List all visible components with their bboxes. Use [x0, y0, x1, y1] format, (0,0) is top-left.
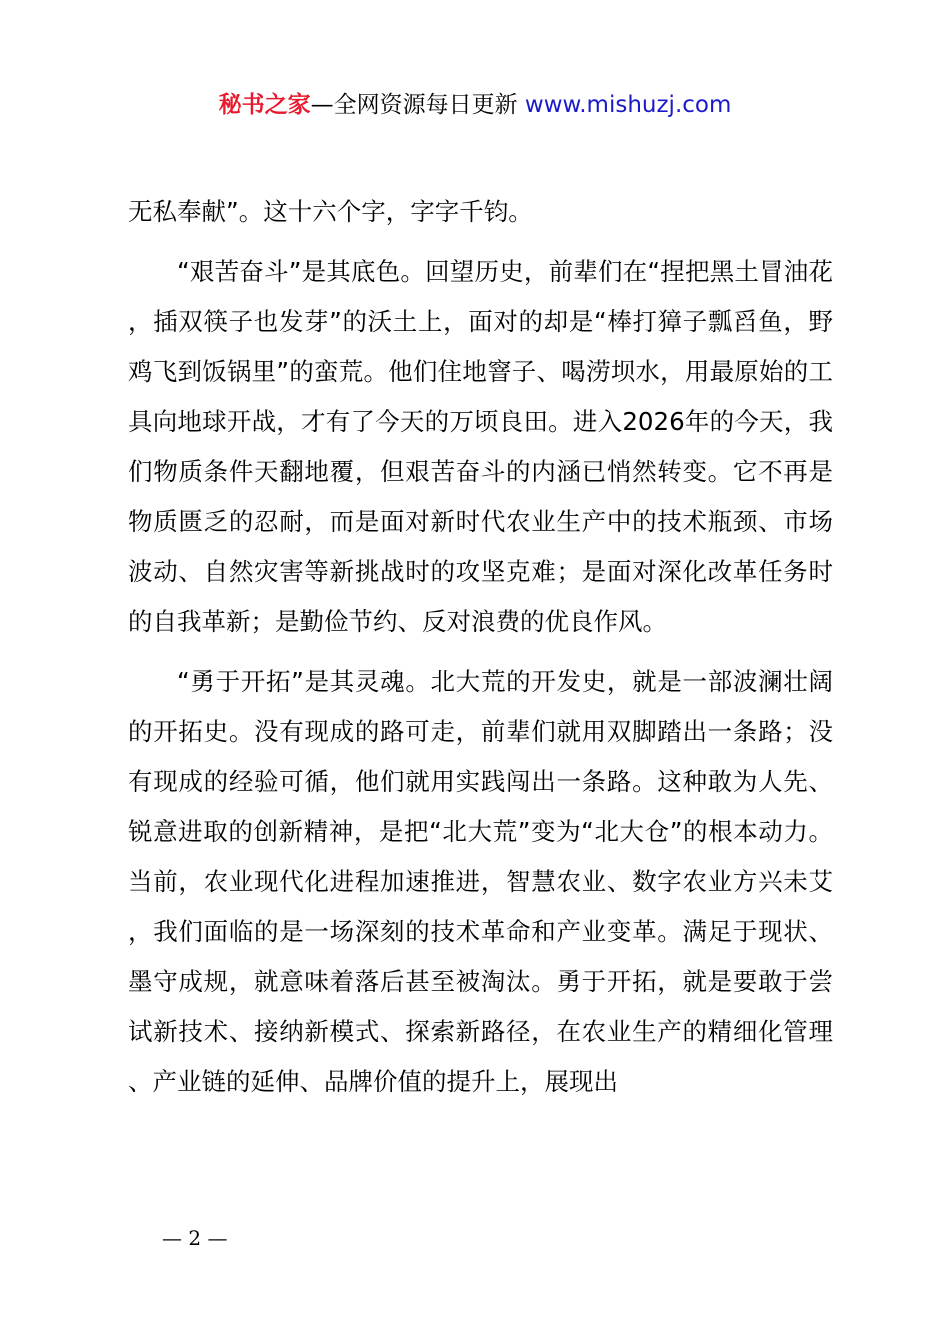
document-body: [128, 187, 833, 1107]
paragraph-hard-struggle: “艰苦奋斗”是其底色。回望历史，前辈们在“捏把黑土冒油花，插双筷子也发芽”的沃土上，面对的却是“棒打獐子瓢舀鱼，野鸡飞到饭锅里”的蛮荒。他们住地窨子、喝涝坝水，用最原始的工具向地球开战，才有了今天的万顷良田。进入2026年的今天，我们物质条件天翻地覆，但艰苦奋斗的内涵已悄然转变。它不再是物质匮乏的忍耐，而是面对新时代农业生产中的技术瓶颈、市场波动、自然灾害等新挑战时的攻坚克难；是面对深化改革任务时的自我革新；是勤俭节约、反对浪费的优良作风。: [128, 257, 833, 636]
brand-name: 秘书之家: [218, 92, 311, 118]
header-tagline: —全网资源每日更新: [310, 92, 518, 118]
paragraph-pioneering: “勇于开拓”是其灵魂。北大荒的开发史，就是一部波澜壮阔的开拓史。没有现成的路可走，前辈们就用双脚踏出一条路；没有现成的经验可循，他们就用实践闯出一条路。这种敢为人先、锐意进取的创新精神，是把“北大荒”变为“北大仓”的根本动力。当前，农业现代化进程加速推进，智慧农业、数字农业方兴未艾，我们面临的是一场深刻的技术革命和产业变革。满足于现状、墨守成规，就意味着落后甚至被淘汰。勇于开拓，就是要敢于尝试新技术、接纳新模式、探索新路径，在农业生产的精细化管理、产业链的延伸、品牌价值的提升上，展现出: [128, 667, 833, 1096]
paragraph-continuation: 无私奉献”。这十六个字，字字千钧。: [128, 197, 533, 226]
site-header: [0, 88, 950, 122]
site-url-link[interactable]: www.mishuzj.com: [524, 92, 732, 118]
page-number: — 2 —: [162, 1226, 228, 1250]
